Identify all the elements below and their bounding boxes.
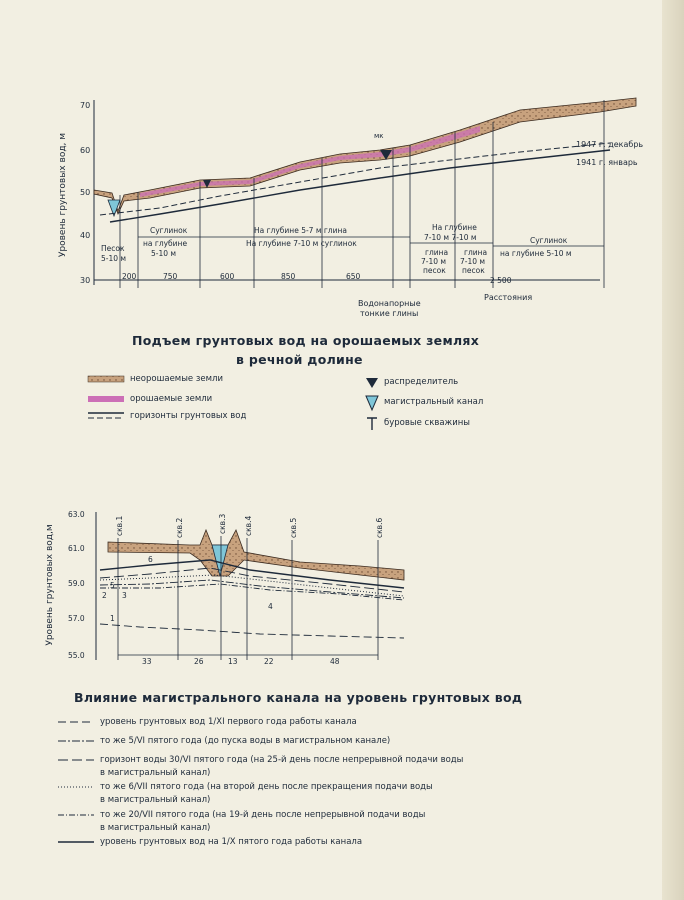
fig1-mk-label: мк bbox=[374, 132, 384, 140]
fig1-title-line-2: в речной долине bbox=[236, 352, 363, 367]
fig1-y-tick-50: 50 bbox=[80, 188, 91, 197]
fig1-y-tick-60: 60 bbox=[80, 146, 91, 155]
fig1-dist-650: 650 bbox=[346, 272, 361, 281]
fig1-sand-label: Песок bbox=[101, 244, 125, 253]
fig1-clay-bottom: На глубине 7-10 м суглинок bbox=[246, 239, 357, 248]
fig2-well-label-4: скв.4 bbox=[244, 515, 253, 536]
fig1-dist-850: 850 bbox=[281, 272, 296, 281]
legend2-item-3-cont: в магистральный канал) bbox=[100, 768, 211, 778]
fig1-loam-header: Суглинок bbox=[150, 226, 188, 235]
legend2-item-5-cont: в магистральный канал) bbox=[100, 823, 211, 833]
figure-1 bbox=[58, 98, 643, 318]
legend2-item-3: горизонт воды 30/VI пятого года (на 25-й день после непрерывной подачи воды bbox=[100, 755, 464, 765]
fig2-dist-22: 22 bbox=[264, 657, 274, 666]
fig1-title-line-1: Подъем грунтовых вод на орошаемых землях bbox=[132, 333, 480, 348]
fig1-y-tick-30: 30 bbox=[80, 276, 91, 285]
main-canal-icon bbox=[366, 396, 378, 410]
fig2-curve-5 bbox=[100, 584, 404, 600]
fig2-curve-number-4: 4 bbox=[268, 602, 273, 611]
fig1-loam-right-depth: на глубине 5-10 м bbox=[500, 249, 572, 258]
fig1-right-top-1: На глубине bbox=[432, 223, 477, 232]
legend1-soil-swatch bbox=[88, 376, 124, 382]
fig2-y-tick-59: 59.0 bbox=[68, 579, 85, 588]
fig2-dist-33: 33 bbox=[142, 657, 152, 666]
fig2-curve-number-3: 3 bbox=[122, 591, 127, 600]
fig2-dist-13: 13 bbox=[228, 657, 238, 666]
legend2-item-4-cont: в магистральный канал) bbox=[100, 795, 211, 805]
legend2-item-5: то же 20/VII пятого года (на 19-й день после непрерывной подачи воды bbox=[100, 810, 426, 820]
fig1-right-top-2: 7-10 м 7-10 м bbox=[424, 233, 477, 242]
fig1-label-1941: 1941 г. январь bbox=[576, 158, 638, 167]
legend2-item-4: то же 6/VII пятого года (на второй день после прекращения подачи воды bbox=[100, 782, 433, 792]
fig2-curve-1 bbox=[100, 624, 404, 638]
fig2-curve-number-5: 5 bbox=[110, 581, 115, 590]
fig1-right-sub2-b: 7-10 м bbox=[460, 257, 486, 266]
fig1-dist-200: 200 bbox=[122, 272, 137, 281]
fig2-y-tick-61: 61.0 bbox=[68, 544, 85, 553]
fig1-loam-right: Суглинок bbox=[530, 236, 568, 245]
legend1-main-canal: магистральный канал bbox=[384, 397, 484, 407]
fig1-right-sub1-b: 7-10 м bbox=[421, 257, 447, 266]
figure-2 bbox=[45, 510, 404, 666]
fig1-loam-depth-1: на глубине bbox=[143, 239, 188, 248]
legend1-non-irrigated: неорошаемые земли bbox=[130, 374, 223, 384]
fig2-y-tick-55: 55.0 bbox=[68, 651, 85, 660]
fig1-dist-750: 750 bbox=[163, 272, 178, 281]
fig2-y-axis-label: Уровень грунтовых вод,м bbox=[45, 524, 55, 646]
legend1-irrigated: орошаемые земли bbox=[130, 394, 213, 404]
legend2-item-6: уровень грунтовых вод на 1/X пятого года работы канала bbox=[100, 837, 363, 847]
legend1-irrigated-swatch bbox=[88, 396, 124, 402]
fig2-well-label-2: скв.2 bbox=[175, 517, 184, 538]
fig2-dist-48: 48 bbox=[330, 657, 340, 666]
fig2-dist-26: 26 bbox=[194, 657, 204, 666]
fig1-right-sub2-c: песок bbox=[462, 266, 485, 275]
fig2-well-label-3: скв.3 bbox=[218, 513, 227, 534]
fig2-well-label-5: скв.5 bbox=[289, 517, 298, 538]
fig1-label-1947: 1947 г. декабрь bbox=[576, 140, 644, 149]
legend-2-symbols bbox=[58, 722, 94, 842]
legend1-distributor: распределитель bbox=[384, 377, 459, 387]
borehole-icon bbox=[367, 418, 377, 430]
fig1-dist-2500: 2 500 bbox=[490, 276, 512, 285]
fig1-right-sub1-c: песок bbox=[423, 266, 446, 275]
fig1-loam-depth-2: 5-10 м bbox=[151, 249, 177, 258]
fig1-y-tick-70: 70 bbox=[80, 101, 91, 110]
legend1-horizons: горизонты грунтовых вод bbox=[130, 411, 247, 421]
legend2-item-1: уровень грунтовых вод 1/XI первого года работы канала bbox=[100, 717, 357, 727]
fig1-water-clay-2: тонкие глины bbox=[360, 309, 419, 318]
legend1-wells: буровые скважины bbox=[384, 418, 470, 428]
fig2-curve-4 bbox=[100, 575, 404, 596]
fig1-right-sub2-a: глина bbox=[464, 248, 488, 257]
fig2-well-label-1: скв.1 bbox=[115, 515, 124, 536]
fig1-water-clay-1: Водонапорные bbox=[358, 299, 421, 308]
fig2-curve-number-2: 2 bbox=[102, 591, 107, 600]
fig1-clay-top: На глубине 5-7 м глина bbox=[254, 226, 347, 235]
distributor-icon bbox=[366, 378, 378, 388]
fig2-curve-number-1: 1 bbox=[110, 614, 115, 623]
fig2-curve-number-6: 6 bbox=[148, 555, 153, 564]
fig1-y-axis-label: Уровень грунтовых вод, м bbox=[58, 132, 68, 258]
fig2-y-tick-63: 63.0 bbox=[68, 510, 85, 519]
fig2-title: Влияние магистрального канала на уровень грунтовых вод bbox=[74, 690, 523, 705]
fig1-dist-600: 600 bbox=[220, 272, 235, 281]
fig1-sand-depth: 5-10 м bbox=[101, 254, 127, 263]
fig1-y-tick-40: 40 bbox=[80, 231, 91, 240]
fig1-distances-label: Расстояния bbox=[484, 293, 533, 302]
legend2-item-2: то же 5/VI пятого года (до пуска воды в магистральном канале) bbox=[100, 736, 391, 746]
fig2-well-label-6: скв.6 bbox=[375, 517, 384, 538]
fig2-y-tick-57: 57.0 bbox=[68, 614, 85, 623]
fig1-right-sub1-a: глина bbox=[425, 248, 449, 257]
